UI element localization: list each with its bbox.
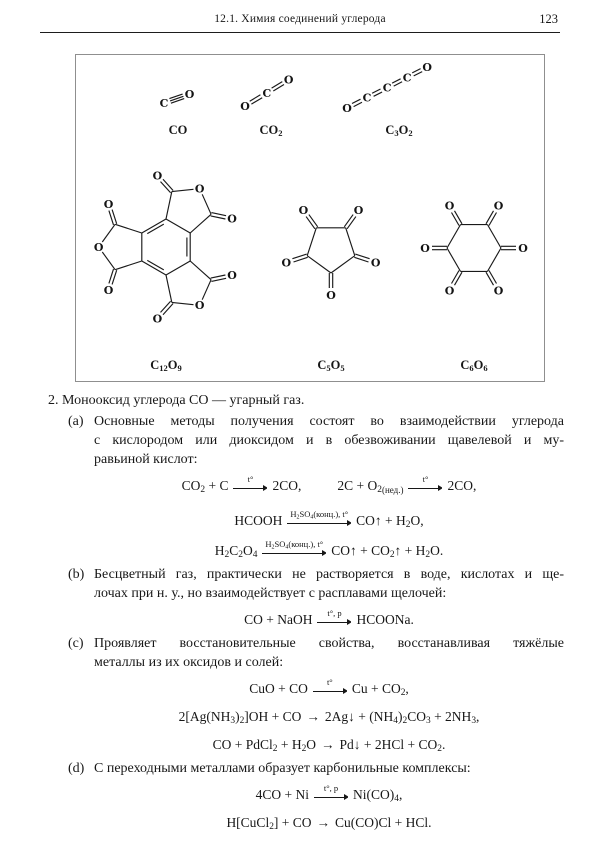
- structure-co2: [232, 59, 306, 124]
- text-line: лочах при н. у., но взаимодействует с расплавами щелочей:: [94, 586, 447, 601]
- svg-text:O: O: [184, 88, 195, 102]
- equation-row: [94, 504, 564, 534]
- section-title: 12.1. Химия соединений углерода: [214, 13, 386, 25]
- structure-c3o2-drawing: [334, 57, 450, 119]
- arrow-line: [313, 687, 347, 695]
- text-line: с кислородом или диоксидом и в обезвоживании щавелевой и му-: [94, 433, 564, 448]
- equation: [249, 677, 409, 699]
- reaction-arrow: [314, 783, 348, 801]
- page-number: 123: [539, 12, 558, 26]
- subitem-marker: (b): [68, 567, 85, 582]
- svg-text:O: O: [518, 241, 528, 255]
- equation: [214, 539, 444, 561]
- equation-rhs: HCOONa.: [356, 612, 414, 627]
- svg-text:C: C: [159, 96, 169, 110]
- structure-c6o6: [409, 183, 539, 318]
- structure-label-co: CO: [168, 123, 188, 137]
- reaction-conditions: t°, p: [327, 608, 342, 618]
- equation: [181, 474, 302, 496]
- structure-label-co2: $CO_2$: [259, 123, 283, 138]
- structure-co-drawing: [148, 73, 210, 119]
- reaction-arrow: [287, 509, 351, 527]
- svg-text:O: O: [281, 256, 292, 270]
- svg-text:O: O: [444, 199, 455, 213]
- structure-co2-drawing: [232, 59, 306, 119]
- equation-row: [94, 730, 564, 758]
- item-number: 2.: [48, 393, 59, 408]
- equation-lhs: $CO_2 + C$: [181, 478, 229, 496]
- equation: [337, 474, 477, 496]
- structure-c12o9-drawing: [81, 159, 251, 335]
- equation: [244, 608, 414, 627]
- text-line: Проявляет восстановительные свойства, восстанавливая тяжёлые: [94, 636, 564, 651]
- equation-rhs: 2Ag↓ + $(NH_4)_2CO_3 + 2NH_3$,: [324, 709, 480, 727]
- svg-text:C: C: [262, 86, 272, 100]
- svg-text:O: O: [227, 269, 237, 283]
- equation-row: [94, 702, 564, 730]
- svg-text:C: C: [402, 71, 412, 85]
- svg-text:C: C: [382, 81, 392, 95]
- subitem-marker: (a): [68, 414, 84, 429]
- svg-text:O: O: [493, 199, 504, 213]
- structure-c12o9: [81, 159, 251, 340]
- svg-text:O: O: [493, 284, 504, 298]
- subitem-marker: (d): [68, 761, 85, 776]
- equation-lhs: $2[Ag(NH_3)_2]OH$ + CO: [178, 709, 302, 727]
- reaction-conditions: t°: [326, 677, 333, 687]
- item-heading: [48, 391, 564, 410]
- text-line: металлы из их оксидов и солей:: [94, 655, 284, 670]
- equation-note: (нед.): [381, 485, 404, 495]
- equation: [212, 737, 446, 755]
- structure-c6o6-drawing: [409, 183, 539, 313]
- page-header: [40, 13, 560, 31]
- subitem-a: [48, 412, 564, 564]
- reaction-arrow: [408, 474, 442, 492]
- equation-lhs: CO + PdCl$_2$ + $H_2O$: [212, 737, 317, 755]
- svg-text:O: O: [103, 284, 114, 297]
- text-line: равьиной кислот:: [94, 452, 198, 467]
- equation-row: [94, 534, 564, 564]
- reaction-arrow: [317, 608, 351, 626]
- svg-text:O: O: [444, 284, 455, 298]
- equation-lhs: $2C + O_2$: [337, 478, 382, 496]
- reaction-conditions: t°: [247, 474, 254, 484]
- arrow-line: [314, 793, 348, 801]
- reaction-arrow: [233, 474, 267, 492]
- header-rule: [40, 32, 560, 33]
- equation-lhs: HCOOH: [234, 513, 283, 528]
- body-text: [48, 391, 564, 836]
- equation-row: [94, 603, 564, 633]
- svg-text:O: O: [103, 197, 114, 211]
- equation-rhs: $Cu + CO_2$,: [351, 681, 409, 699]
- svg-text:O: O: [298, 203, 309, 217]
- text-line: С переходными металлами образует карбонильные комплексы:: [94, 761, 471, 776]
- equation: [226, 815, 432, 833]
- structure-label-c5o5: $C_5O_5$: [317, 358, 345, 373]
- svg-text:O: O: [370, 256, 381, 270]
- arrow-line: [408, 484, 442, 492]
- subitem-d: [48, 759, 564, 836]
- svg-text:O: O: [227, 212, 237, 226]
- reaction-conditions: t°, p: [323, 783, 339, 793]
- arrow-line: [317, 618, 351, 626]
- reaction-arrow: →: [321, 737, 335, 752]
- equation-rhs: 2CO,: [272, 478, 302, 493]
- equation-rhs: CO↑ + $CO_2↑ + H_2O$.: [331, 543, 444, 561]
- svg-text:O: O: [194, 182, 205, 196]
- structure-label-c3o2: $C_3O_2$: [385, 123, 413, 138]
- equation-lhs: CuO + CO: [249, 681, 308, 696]
- svg-text:O: O: [152, 169, 163, 183]
- equation: [234, 509, 424, 531]
- equation-rhs: $Ni(CO)_4$,: [353, 787, 403, 805]
- structure-c5o5-drawing: [271, 188, 391, 308]
- equation: [255, 783, 403, 805]
- svg-text:O: O: [353, 203, 364, 217]
- equation-row: [94, 672, 564, 702]
- svg-text:O: O: [283, 73, 294, 87]
- figure-box: [75, 54, 545, 382]
- svg-text:O: O: [152, 312, 163, 326]
- svg-text:O: O: [240, 99, 250, 113]
- equation-rhs: Cu(CO)Cl + HCl.: [335, 815, 432, 830]
- subitem-b: [48, 565, 564, 633]
- reaction-arrow: [262, 539, 326, 557]
- structure-label-c6o6: $C_6O_6$: [460, 358, 488, 373]
- equation: [178, 709, 480, 727]
- equation-rhs: Pd↓ + $2HCl + CO_2$.: [339, 737, 446, 755]
- text-line: Основные методы получения состоят во взаимодействии углерода: [94, 414, 564, 429]
- reaction-arrow: →: [316, 815, 331, 830]
- text-line: Бесцветный газ, практически не растворяется в воде, кислотах и ще-: [94, 567, 564, 582]
- structure-co: [148, 73, 210, 124]
- svg-text:O: O: [194, 299, 205, 313]
- svg-text:O: O: [420, 241, 430, 255]
- arrow-line: [287, 519, 351, 527]
- equation-rhs: CO↑ + $H_2O$,: [356, 513, 424, 531]
- svg-text:O: O: [342, 101, 352, 115]
- structure-c5o5: [271, 188, 391, 313]
- arrow-line: [262, 549, 326, 557]
- reaction-arrow: [313, 677, 347, 695]
- subitem-c: [48, 634, 564, 758]
- equation-lhs: 4CO + Ni: [255, 787, 310, 802]
- reaction-arrow: →: [306, 709, 320, 724]
- arrow-line: [233, 484, 267, 492]
- svg-text:O: O: [93, 240, 104, 254]
- equation-rhs: 2CO,: [447, 478, 477, 493]
- svg-text:O: O: [422, 61, 432, 74]
- equation-row: [94, 808, 564, 836]
- svg-text:C: C: [362, 91, 372, 105]
- reaction-conditions: $H_2SO_4(конц.)$, t°: [290, 509, 349, 521]
- equation-row: [94, 778, 564, 808]
- structure-c3o2: [334, 57, 450, 124]
- svg-text:O: O: [326, 288, 336, 302]
- structure-label-c12o9: $C_{12}O_9$: [150, 358, 182, 373]
- equation-lhs: $H_2C_2O_4$: [214, 543, 258, 561]
- subitem-marker: (c): [68, 636, 84, 651]
- equation-lhs: CO + NaOH: [244, 612, 313, 627]
- reaction-conditions: t°: [422, 474, 429, 484]
- reaction-conditions: $H_2SO_4(конц.)$, t°: [265, 539, 324, 551]
- equation-lhs: H[CuCl$_2$] + CO: [226, 815, 312, 833]
- item-title: Монооксид углерода CO — угарный газ.: [62, 393, 305, 408]
- equation-row: [94, 469, 564, 504]
